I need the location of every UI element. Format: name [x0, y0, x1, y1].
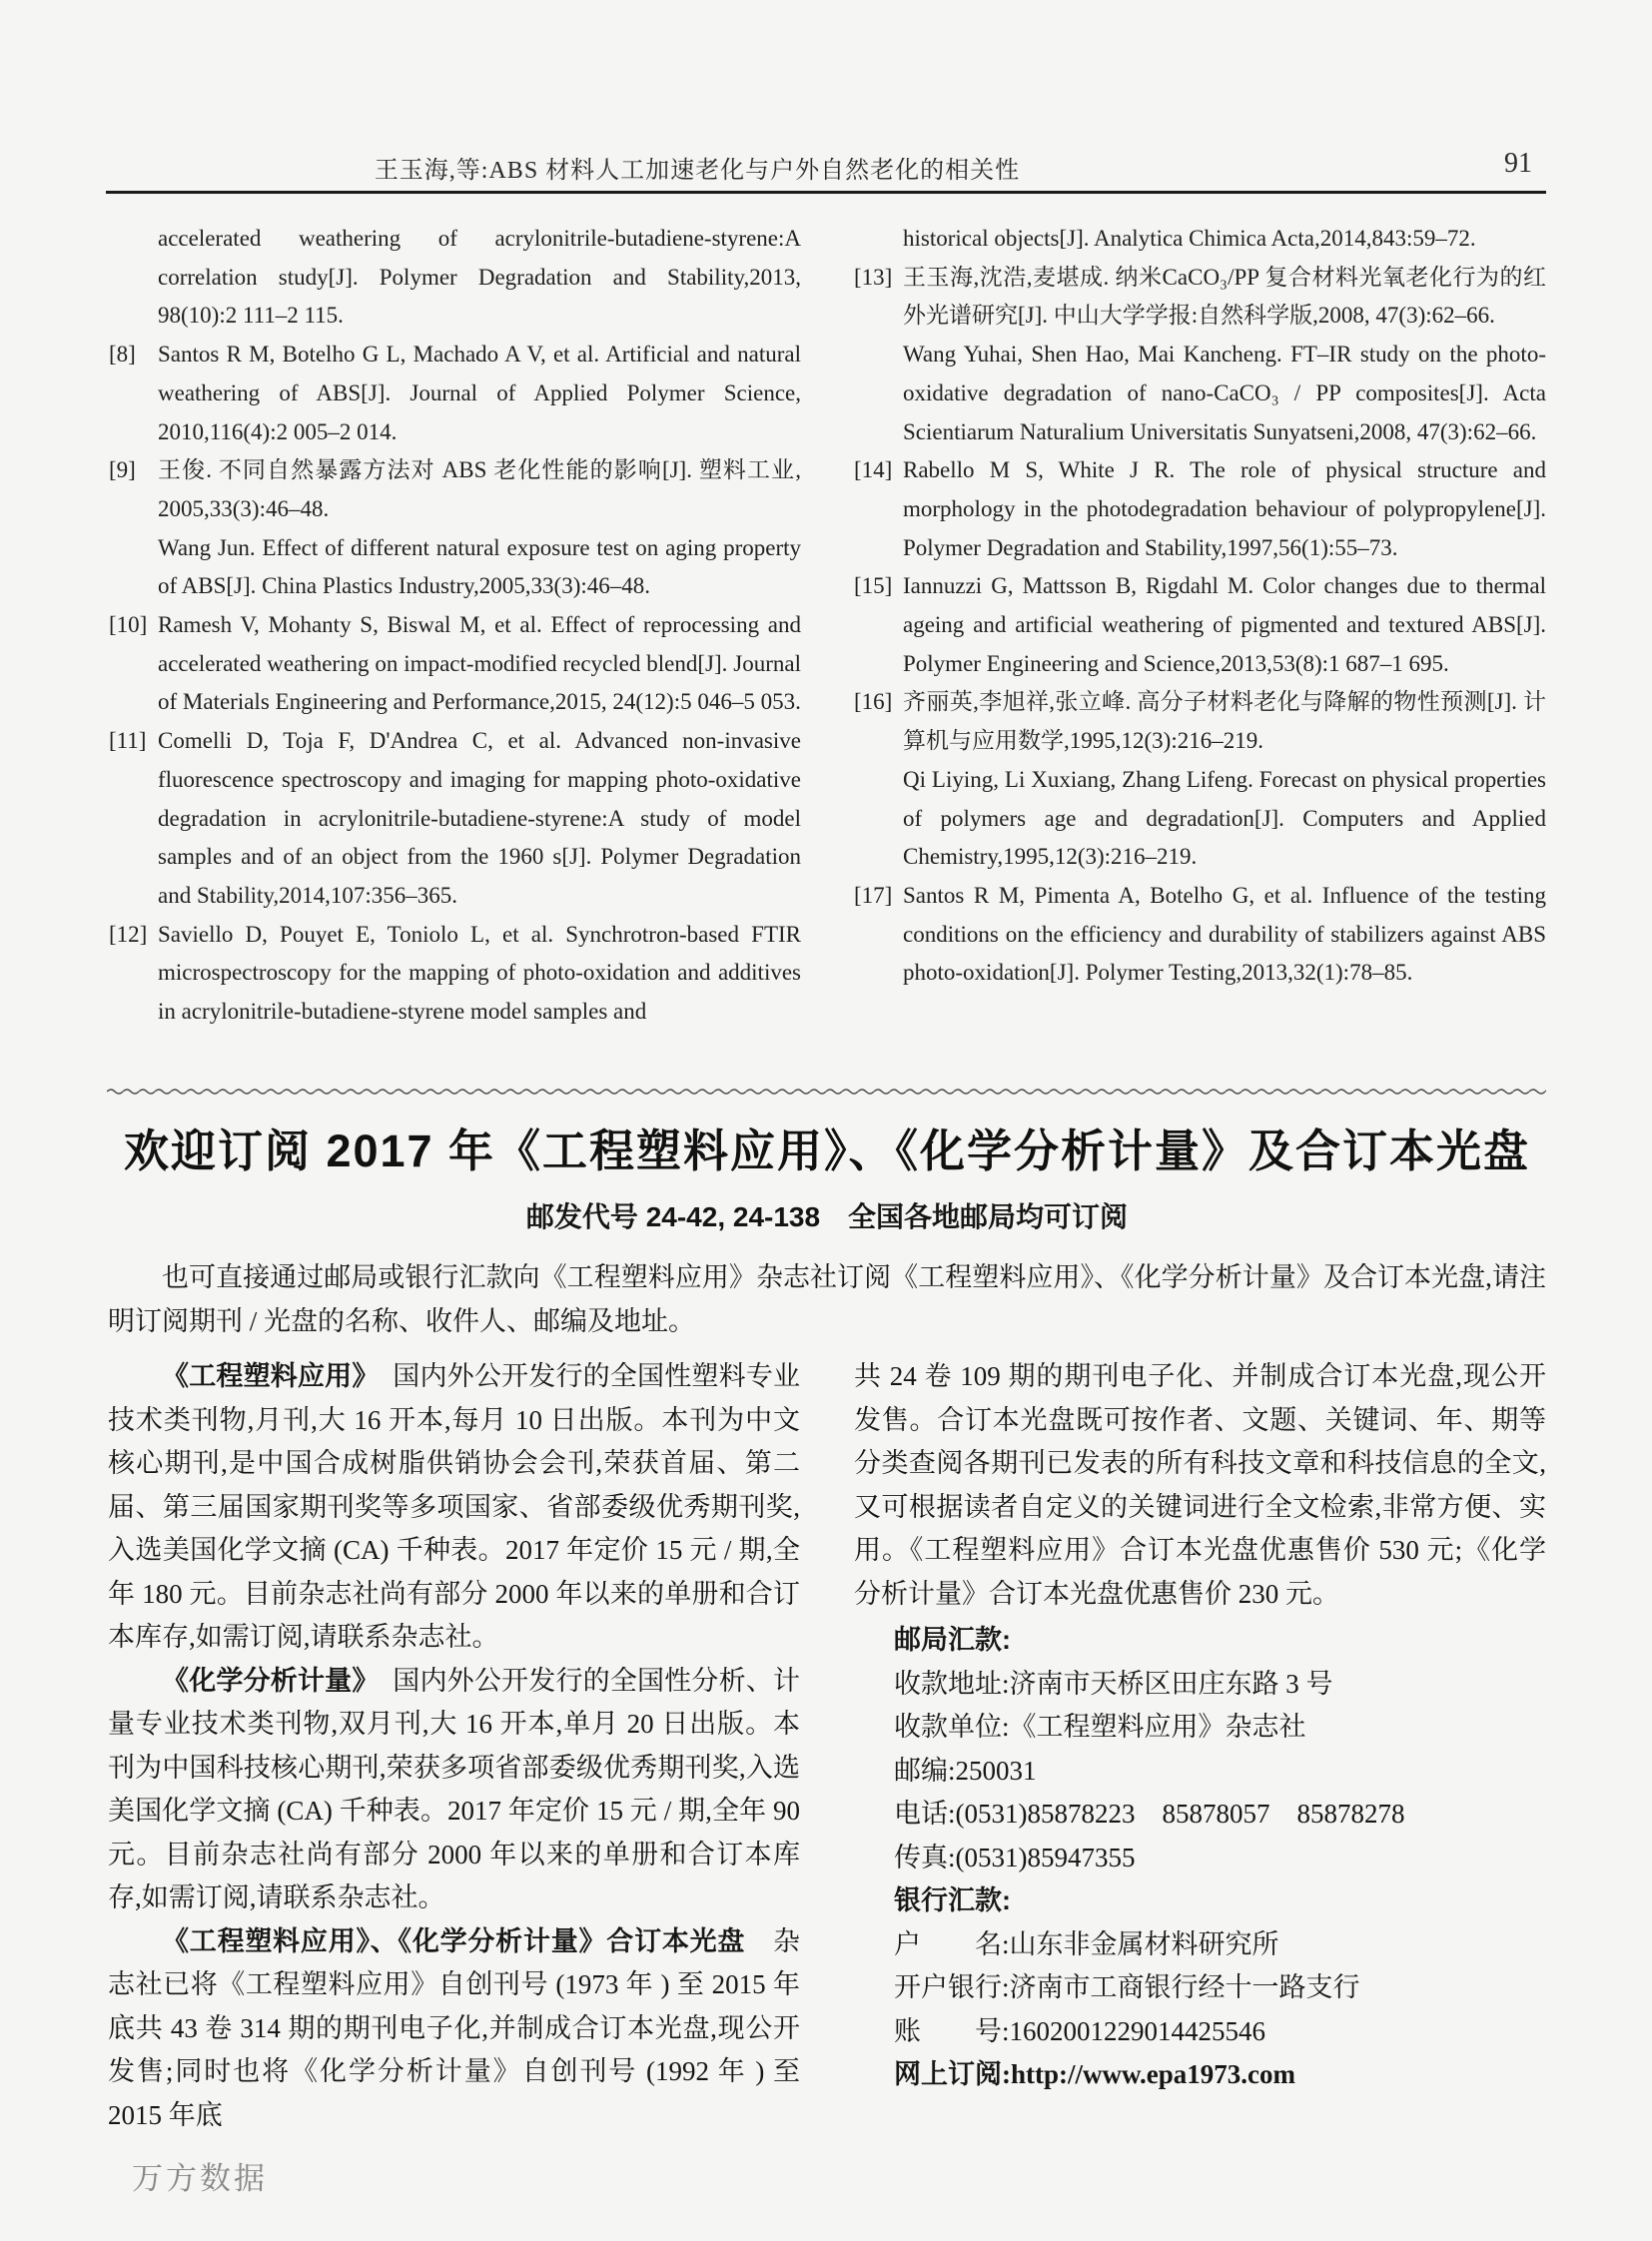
subscription-advert — [108, 1115, 1546, 2137]
reference-entry — [108, 722, 801, 916]
advert-intro: 也可直接通过邮局或银行汇款向《工程塑料应用》杂志社订阅《工程塑料应用》、《化学分析计量》及合订本光盘,请注明订阅期刊 / 光盘的名称、收件人、邮编及地址。 — [108, 1262, 1546, 1336]
reference-entry — [853, 877, 1546, 993]
reference-entry — [853, 761, 1546, 877]
advert-paragraph-text: 国内外公开发行的全国性分析、计量专业技术类刊物,双月刊,大 16 开本,单月 20 日出版。本刊为中国科技核心期刊,荣获多项省部委级优秀期刊奖,入选美国化学文摘 (CA) 千种表。2017 年定价 15 元 / 期,全年 90 元。目前杂志社尚有部分 2000 年以来的单册和合订本库存,如需订阅,请联系杂志社。 — [108, 1665, 801, 1912]
advert-paragraph-text: 杂志社已将《工程塑料应用》自创刊号 (1973 年 ) 至 2015 年底共 43 卷 314 期的期刊电子化,并制成合订本光盘,现公开发售;同时也将《化学分析计量》自创刊号 (1992 年 ) 至 2015 年底 — [108, 1925, 801, 2130]
reference-number: [14] — [854, 457, 893, 483]
reference-entry — [108, 529, 801, 606]
advert-paragraph-text: 国内外公开发行的全国性塑料专业技术类刊物,月刊,大 16 开本,每月 10 日出版。本刊为中文核心期刊,是中国合成树脂供销协会会刊,荣获首届、第二届、第三届国家期刊奖等多项国家、省部委级优秀期刊奖,入选美国化学文摘 (CA) 千种表。2017 年定价 15 元 / 期,全年 180 元。目前杂志社尚有部分 2000 年以来的单册和合订本库存,如需订阅,请联系杂志社。 — [108, 1361, 801, 1652]
advert-postal-codes: 邮发代号 24-42, 24-138 全国各地邮局均可订阅 — [525, 1201, 1129, 1232]
wanfang-watermark: 万方数据 — [132, 2161, 268, 2196]
reference-entry — [853, 567, 1546, 683]
bank-remittance-lines — [854, 1923, 1546, 2054]
wavy-separator — [107, 1087, 1546, 1097]
journal-name-lead: 《工程塑料应用》 — [162, 1361, 367, 1391]
payment-line: 收款地址:济南市天桥区田庄东路 3 号 — [894, 1668, 1333, 1699]
advert-paragraph — [108, 1920, 800, 2138]
payment-line: 账 号:1602001229014425546 — [894, 2015, 1266, 2046]
payment-info — [854, 1619, 1546, 2097]
reference-text: Saviello D, Pouyet E, Toniolo L, et al. Synchrotron-based FTIR microspectroscopy for the mapping of photo-oxidation and additives in acrylonitrile-butadiene-styrene model samples and — [158, 921, 801, 1025]
reference-number: [17] — [854, 882, 893, 908]
running-title: 王玉海,等:ABS 材料人工加速老化与户外自然老化的相关性 — [374, 158, 1021, 184]
reference-number: [16] — [854, 689, 893, 715]
reference-number: [15] — [854, 573, 893, 599]
reference-entry — [108, 336, 801, 451]
payment-line: 开户银行:济南市工商银行经十一路支行 — [894, 1972, 1360, 2002]
advert-right-column — [854, 1355, 1546, 2137]
reference-entry — [108, 220, 801, 336]
subscription-url: http://www.epa1973.com — [1011, 2059, 1295, 2089]
reference-number: [8] — [109, 342, 136, 368]
page-number: 91 — [1504, 148, 1532, 179]
reference-entry — [853, 336, 1546, 451]
header-rule — [106, 191, 1546, 194]
reference-text: 王玉海,沈浩,麦堪成. 纳米CaCO₃/PP 复合材料光氧老化行为的红外光谱研究[J]. 中山大学学报:自然科学版,2008, 47(3):62–66. — [903, 264, 1546, 329]
reference-text: Comelli D, Toja F, D'Andrea C, et al. Advanced non-invasive fluorescence spectroscopy and imaging for mapping photo-oxidative degradation in acrylonitrile-butadiene-styrene:A study of model samples and of an object from the 1960 s[J]. Polymer Degradation and Stability,2014,107:356–365. — [158, 728, 801, 908]
payment-line: 电话:(0531)85878223 85878057 85878278 — [894, 1799, 1405, 1829]
advert-paragraph — [108, 1660, 800, 1920]
reference-text: 王俊. 不同自然暴露方法对 ABS 老化性能的影响[J]. 塑料工业, 2005,33(3):46–48. — [158, 457, 801, 521]
payment-line: 邮编:250031 — [894, 1755, 1037, 1786]
bank-remittance-heading: 银行汇款: — [894, 1885, 1011, 1915]
reference-text: 齐丽英,李旭祥,张立峰. 高分子材料老化与降解的物性预测[J]. 计算机与应用数学,1995,12(3):216–219. — [903, 689, 1546, 754]
reference-entry — [853, 259, 1546, 336]
references-right-column — [853, 220, 1546, 1032]
reference-text: Iannuzzi G, Mattsson B, Rigdahl M. Color changes due to thermal ageing and artificial weathering of pigmented and textured ABS[J]. Polymer Engineering and Science,2013,53(8):1 687–1 695. — [903, 573, 1546, 676]
payment-line: 收款单位:《工程塑料应用》杂志社 — [894, 1712, 1306, 1742]
online-subscription-line — [854, 2053, 1546, 2097]
reference-text: Wang Yuhai, Shen Hao, Mai Kancheng. FT–IR study on the photo-oxidative degradation of nano-CaCO₃ / PP composites[J]. Acta Scientiarum Naturalium Universitatis Sunyatseni,2008, 47(3):62–66. — [903, 342, 1546, 444]
post-remittance-heading: 邮局汇款: — [894, 1625, 1011, 1655]
journal-name-lead: 《工程塑料应用》、《化学分析计量》合订本光盘 — [162, 1925, 746, 1956]
reference-entry — [853, 451, 1546, 567]
reference-entry — [853, 220, 1546, 259]
reference-text: Ramesh V, Mohanty S, Biswal M, et al. Effect of reprocessing and accelerated weathering on impact-modified recycled blend[J]. Journal of Materials Engineering and Performance,2015, 24(12):5 046–5 053. — [158, 612, 801, 715]
post-remittance-lines — [854, 1663, 1546, 1880]
reference-number: [10] — [109, 612, 148, 638]
reference-text: historical objects[J]. Analytica Chimica Acta,2014,843:59–72. — [903, 226, 1476, 251]
advert-paragraph — [108, 1355, 800, 1660]
payment-line: 传真:(0531)85947355 — [894, 1842, 1136, 1872]
references-section — [108, 220, 1546, 1032]
online-subscription-label: 网上订阅: — [894, 2059, 1011, 2089]
journal-name-lead: 《化学分析计量》 — [162, 1665, 367, 1696]
reference-entry — [108, 916, 801, 1032]
payment-line: 户 名:山东非金属材料研究所 — [894, 1928, 1279, 1959]
reference-number: [9] — [109, 457, 136, 483]
reference-text: Santos R M, Botelho G L, Machado A V, et al. Artificial and natural weathering of ABS[J]. Journal of Applied Polymer Science, 2010,116(4):2 005–2 014. — [158, 342, 801, 444]
reference-number: [11] — [109, 728, 147, 754]
running-header — [108, 150, 1546, 186]
reference-text: Wang Jun. Effect of different natural exposure test on aging property of ABS[J]. China Plastics Industry,2005,33(3):46–48. — [158, 534, 801, 599]
advert-title: 欢迎订阅 2017 年《工程塑料应用》、《化学分析计量》及合订本光盘 — [123, 1125, 1531, 1176]
advert-columns — [108, 1355, 1546, 2137]
advert-cd-description: 共 24 卷 109 期的期刊电子化、并制成合订本光盘,现公开发售。合订本光盘既可按作者、文题、关键词、年、期等分类查阅各期刊已发表的所有科技文章和科技信息的全文,又可根据读者自定义的关键词进行全文检索,非常方便、实用。《工程塑料应用》合订本光盘优惠售价 530 元;《化学分析计量》合订本光盘优惠售价 230 元。 — [854, 1361, 1546, 1609]
reference-text: accelerated weathering of acrylonitrile-butadiene-styrene:A correlation study[J]. Polymer Degradation and Stability,2013, 98(10):2 111–2 115. — [158, 226, 801, 329]
advert-left-column — [108, 1355, 800, 2137]
reference-text: Qi Liying, Li Xuxiang, Zhang Lifeng. Forecast on physical properties of polymers age and degradation[J]. Computers and Applied Chemistry,1995,12(3):216–219. — [903, 766, 1546, 870]
reference-number: [12] — [109, 921, 148, 947]
reference-number: [13] — [854, 264, 893, 290]
references-left-column — [108, 220, 801, 1032]
reference-text: Santos R M, Pimenta A, Botelho G, et al. Influence of the testing conditions on the efficiency and durability of stabilizers against ABS photo-oxidation[J]. Polymer Testing,2013,32(1):78–85. — [903, 882, 1546, 986]
reference-text: Rabello M S, White J R. The role of physical structure and morphology in the photodegradation behaviour of polypropylene[J]. Polymer Degradation and Stability,1997,56(1):55–73. — [903, 457, 1546, 560]
reference-entry — [853, 683, 1546, 760]
reference-entry — [108, 451, 801, 528]
reference-entry — [108, 606, 801, 722]
